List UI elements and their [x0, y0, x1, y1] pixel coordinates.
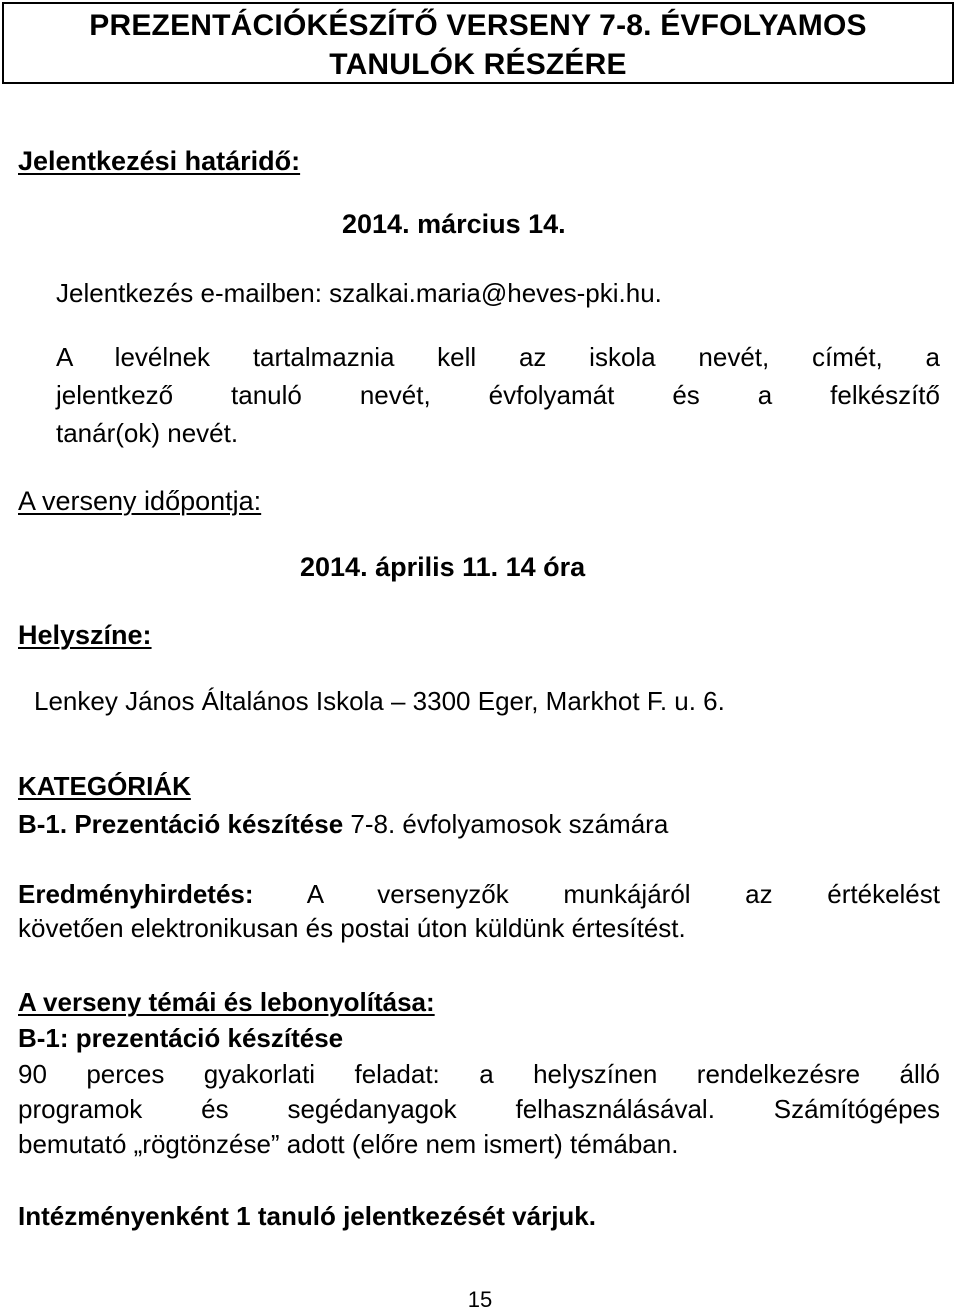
deadline-label: Jelentkezési határidő: — [18, 146, 301, 176]
title-box — [2, 2, 954, 84]
topics-line: 90 perces gyakorlati feladat: a helyszínen rendelkezésre álló — [18, 1059, 940, 1089]
deadline-value: 2014. március 14. — [342, 209, 566, 239]
results-line: Eredményhirdetés: A versenyzők munkájáról az értékelést — [18, 879, 940, 909]
category-item — [18, 808, 668, 840]
results-paragraph — [18, 878, 940, 944]
letter-line: A levélnek tartalmaznia kell az iskola nevét, címét, a — [56, 342, 940, 372]
topics-heading: A verseny témái és lebonyolítása: — [18, 987, 435, 1017]
topics-line: programok és segédanyagok felhasználásával. Számítógépes — [18, 1094, 940, 1124]
letter-line: jelentkező tanuló nevét, évfolyamát és a felkészítő — [56, 380, 940, 410]
location-label: Helyszíne: — [18, 620, 152, 650]
location-value: Lenkey János Általános Iskola – 3300 Eger, Markhot F. u. 6. — [34, 686, 725, 716]
title-line-2: TANULÓK RÉSZÉRE — [329, 48, 627, 81]
categories-heading: KATEGÓRIÁK — [18, 771, 191, 801]
category-item-title: B-1. Prezentáció készítése — [18, 809, 344, 839]
results-line: követően elektronikusan és postai úton küldünk értesítést. — [18, 913, 686, 943]
time-value: 2014. április 11. 14 óra — [300, 552, 586, 582]
category-item-rest: 7-8. évfolyamosok számára — [343, 809, 669, 839]
title-line-1: PREZENTÁCIÓKÉSZÍTŐ VERSENY 7-8. ÉVFOLYAMOS — [89, 9, 867, 42]
results-label: Eredményhirdetés: — [18, 879, 254, 909]
email-line: Jelentkezés e-mailben: szalkai.maria@heves-pki.hu. — [56, 278, 662, 308]
time-label: A verseny időpontja: — [18, 486, 262, 516]
letter-line: tanár(ok) nevét. — [56, 418, 239, 448]
letter-paragraph — [56, 341, 940, 449]
topics-line: bemutató „rögtönzése” adott (előre nem ismert) témában. — [18, 1129, 679, 1159]
topics-paragraph — [18, 1058, 940, 1160]
closing-note: Intézményenként 1 tanuló jelentkezését várjuk. — [18, 1201, 596, 1231]
topics-subheading: B-1: prezentáció készítése — [18, 1023, 344, 1053]
page-number: 15 — [467, 1287, 493, 1312]
